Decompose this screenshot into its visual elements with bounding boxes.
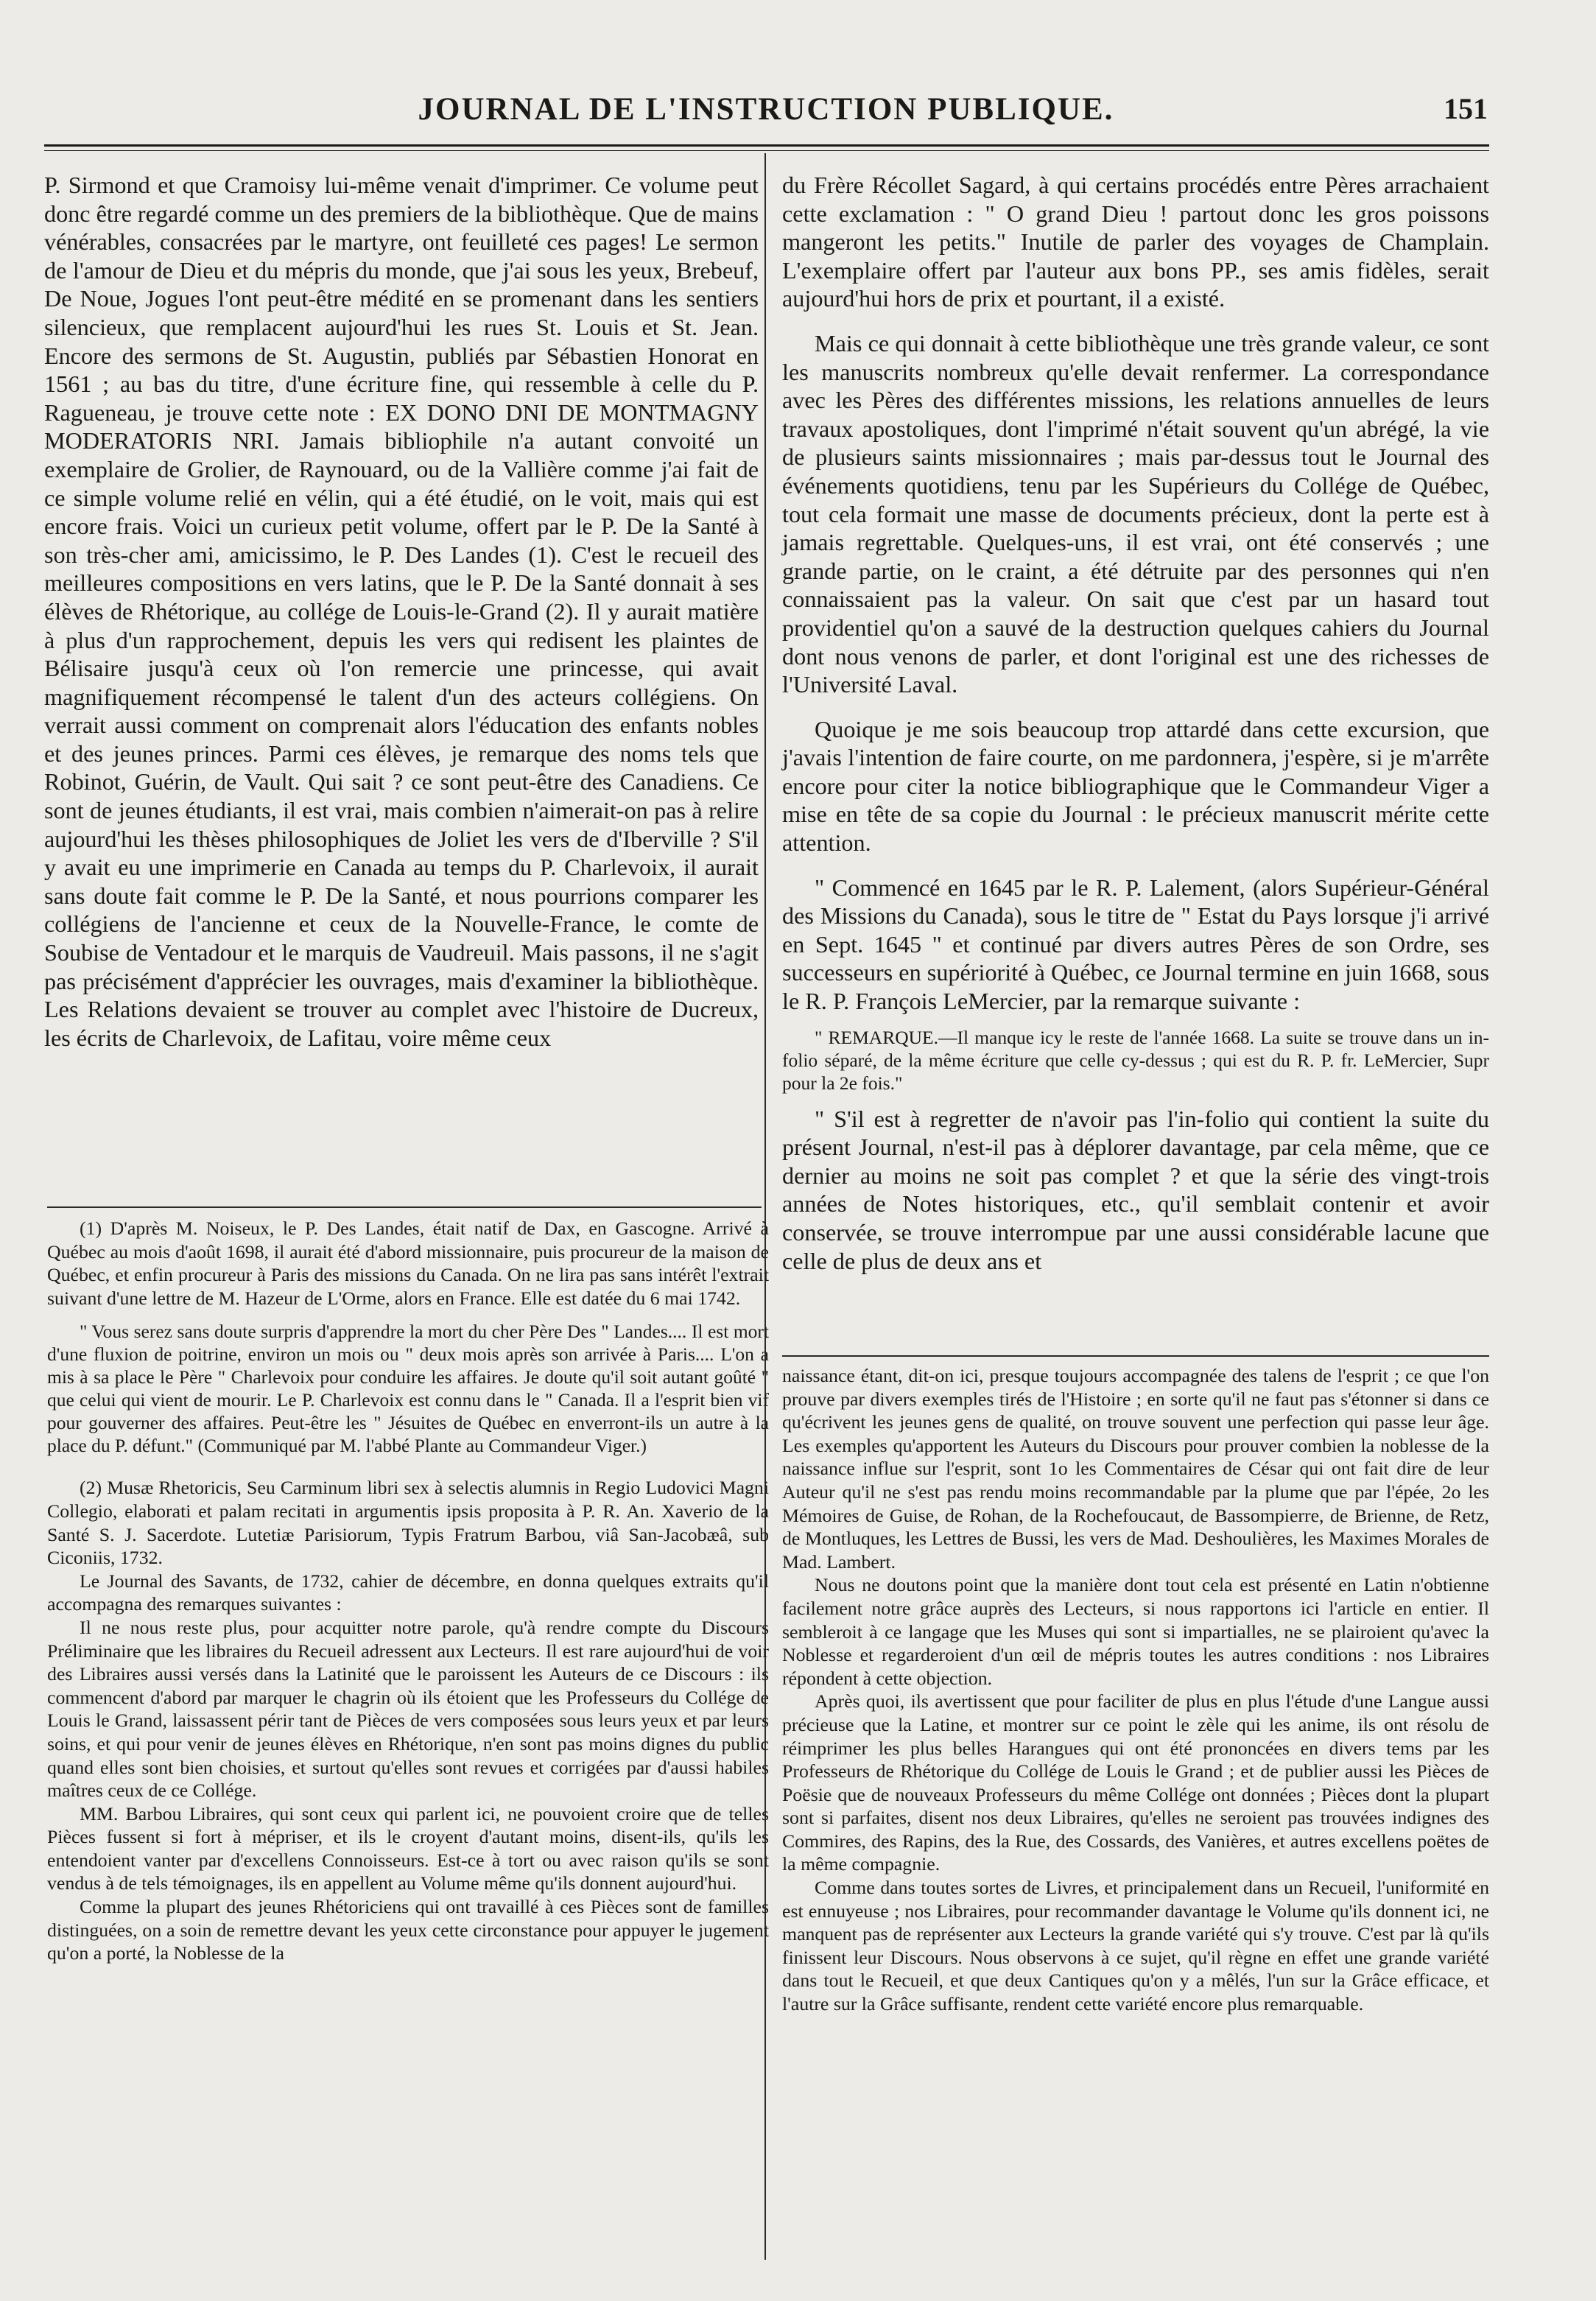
footnote-2-paragraph-4: Comme la plupart des jeunes Rhétoriciens qui ont travaillé à ces Pièces sont de familles distinguées, on a soin de remettre devant les yeux cette circonstance pour appuyer le jugement qu'on a porté, la Noblesse de la — [47, 1896, 769, 1964]
left-column-footnotes — [47, 1217, 769, 1965]
footnote-continuation-1: naissance étant, dit-on ici, presque toujours accompagnée des talens de l'esprit ; ce que l'on prouve par divers exemples tirés de l'Histoire ; en sorte qu'il ne faut pas s'étonner si dans ce qu'écrivent les jeunes gens de qualité, on trouve souvent une perfection qui passe leur âge. Les exemples qu'apportent les Auteurs du Discours pour prouver combien la noblesse de la naissance influe sur l'esprit, sont 1o les Commentaires de César qui ont fait dire de leur Auteur qu'il ne s'est pas rendu moins recommandable par la plume que par l'épée, 2o les Mémoires de Guise, de Rohan, de la Rochefoucaut, de Bassompierre, de Brienne, de Retz, de Montluques, les Lettres de Bussi, les vers de Mad. Deshoulières, les Maximes Morales de Mad. Lambert. — [782, 1365, 1489, 1573]
right-paragraph-3: Quoique je me sois beaucoup trop attardé dans cette excursion, que j'avais l'intention de faire courte, on me pardonnera, j'espère, si je m'arrête encore pour citer la notice bibliographique que le Commandeur Viger a mise en tête de sa copie du Journal : le précieux manuscrit mérite cette attention. — [782, 715, 1489, 857]
footnote-continuation-3: Après quoi, ils avertissent que pour faciliter de plus en plus l'étude d'une Langue aussi précieuse que la Latine, et montrer sur ce point le zèle qui les anime, ils ont résolu de réimprimer les plus belles Harangues qui ont été prononcées en divers tems par les Professeurs de Rhétorique du Collége de Louis le Grand ; et de publier aussi les Pièces de Poësie que de nouveaux Professeurs du même Collége ont données ; Pièces dont la plupart sont si parfaites, disent nos deux Libraires, qu'elles ne seroient pas trouvées indignes des Commires, des Rapins, des la Rue, des Cossards, des Vanières, et autres excellens poëtes de la même compagnie. — [782, 1690, 1489, 1875]
remarque-quote: " REMARQUE.—Il manque icy le reste de l'année 1668. La suite se trouve dans un in-folio séparé, de la même écriture que celle cy-dessus ; qui est du R. P. fr. LeMercier, Supr pour la 2e fois." — [782, 1026, 1489, 1094]
footnote-1-quote: " Vous serez sans doute surpris d'apprendre la mort du cher Père Des " Landes.... Il est mort d'une fluxion de poitrine, environ un mois ou " deux mois après son arrivée à Paris.... L'on a mis à sa place le Père " Charlevoix pour conduire les affaires. Je doute qu'il soit autant goûté " que celui qui vient de mourir. Le P. Charlevoix est connu dans le " Canada. Il a l'esprit bien vif pour gouverner des affaires. Peut-être les " Jésuites de Québec en enverront-ils un autre à la place du P. défunt." (Communiqué par M. l'abbé Plante au Commandeur Viger.) — [47, 1321, 769, 1457]
left-column-main — [44, 171, 759, 1052]
right-column-main — [782, 171, 1489, 1275]
footnote-1: (1) D'après M. Noiseux, le P. Des Landes, était natif de Dax, en Gascogne. Arrivé à Québec au mois d'août 1698, il aurait été d'abord missionnaire, puis procureur de la maison de Québec, et enfin procureur à Paris des missions du Canada. On ne lira pas sans intérêt l'extrait suivant d'une lettre de M. Hazeur de L'Orme, alors en France. Elle est datée du 6 mai 1742. — [47, 1218, 769, 1309]
page-header — [44, 87, 1488, 136]
footnotes-rule — [47, 1206, 762, 1208]
page-number: 151 — [1444, 92, 1488, 125]
footnote-2: (2) Musæ Rhetoricis, Seu Carminum libri sex à selectis alumnis in Regio Ludovici Magni Collegio, elaborati et palam recitati in argumentis ipsis proposita à P. R. An. Xaverio de la Santé S. J. Sacerdote. Lutetiæ Parisiorum, Typis Fratrum Barbou, viâ San-Jacobæâ, sub Ciconiis, 1732. — [47, 1477, 769, 1569]
footnote-2-paragraph-3: MM. Barbou Libraires, qui sont ceux qui parlent ici, ne pouvoient croire que de telles Pièces fussent si fort à mépriser, et ils le croyent d'autant moins, disent-ils, qu'ils les entendoient vanter par d'excellens Connoisseurs. Est-ce à tort ou avec raison qu'ils se sont vendus à de tels témoignages, ils en appellent au Volume même qu'ils donnent aujourd'hui. — [47, 1802, 769, 1894]
footnote-2-paragraph-1: Le Journal des Savants, de 1732, cahier de décembre, en donna quelques extraits qu'il accompagna des remarques suivantes : — [47, 1570, 769, 1615]
right-paragraph-2: Mais ce qui donnait à cette bibliothèque une très grande valeur, ce sont les manuscrits nombreux qu'elle devait renfermer. La correspondance avec les Pères des différentes missions, les relations annuelles de leurs travaux apostoliques, dont l'imprimé n'était souvent qu'un abrégé, la vie de plusieurs saints missionnaires ; mais par-dessus tout le Journal des événements quotidiens, tenu par les Supérieurs du Collége de Québec, tout cela formait une masse de documents précieux, dont la perte est à jamais regrettable. Quelques-uns, il est vrai, ont été conservés ; une grande partie, on le craint, a été détruite par des personnes qui n'en connaissaient pas la valeur. On sait que c'est par un hasard tout providentiel qu'on a sauvé de la destruction quelques cahiers du Journal dont nous venons de parler, et dont l'original est une des richesses de l'Université Laval. — [782, 329, 1489, 698]
header-rule-top — [44, 144, 1489, 147]
right-paragraph-4: " Commencé en 1645 par le R. P. Lalement, (alors Supérieur-Général des Missions du Canada), sous le titre de " Estat du Pays lorsque j'i arrivé en Sept. 1645 " et continué par divers autres Pères de son Ordre, ses successeurs en supériorité à Québec, ce Journal termine en juin 1668, sous le R. P. François LeMercier, par la remarque suivante : — [782, 874, 1489, 1015]
left-paragraph-1: P. Sirmond et que Cramoisy lui-même venait d'imprimer. Ce volume peut donc être regardé comme un des premiers de la bibliothèque. Que de mains vénérables, consacrées par le martyre, ont feuilleté ces pages! Le sermon de l'amour de Dieu et du mépris du monde, que j'ai sous les yeux, Brebeuf, De Noue, Jogues l'ont peut-être médité en se promenant dans les sentiers silencieux, que remplacent aujourd'hui les rues St. Louis et St. Jean. Encore des sermons de St. Augustin, publiés par Sébastien Honorat en 1561 ; au bas du titre, d'une écriture fine, qui ressemble à celle du P. Ragueneau, je trouve cette note : EX DONO DNI DE MONTMAGNY MODERATORIS NRI. Jamais bibliophile n'a autant convoité un exemplaire de Grolier, de Raynouard, ou de la Vallière comme j'ai fait de ce simple volume relié en vélin, qui a été étudié, on le voit, mais qui est encore frais. Voici un curieux petit volume, offert par le P. De la Santé à son très-cher ami, amicissimo, le P. Des Landes (1). C'est le recueil des meilleures compositions en vers latins, que le P. De la Santé donnait à ses élèves de Rhétorique, au collége de Louis-le-Grand (2). Il y aurait matière à plus d'un rapprochement, depuis les vers qui redisent les plaintes de Bélisaire jusqu'à ceux où l'on remercie une princesse, qui avait magnifiquement récompensé le talent d'un des acteurs collégiens. On verrait aussi comment on comprenait alors l'éducation des enfants nobles et des jeunes princes. Parmi ces élèves, je remarque des noms tels que Robinot, Guérin, de Vault. Qui sait ? ce sont peut-être des Canadiens. Ce sont de jeunes étudiants, il est vrai, mais combien n'aimerait-on pas à relire aujourd'hui les thèses philosophiques de Joliet les vers de d'Iberville ? S'il y avait eu une imprimerie en Canada au temps du P. Charlevoix, il aurait sans doute fait comme le P. De la Santé, et nous pourrions comparer les collégiens de l'ancienne et ceux de la Nouvelle-France, le comte de Soubise de Ventadour et le marquis de Vaudreuil. Mais passons, il ne s'agit pas précisément d'apprécier les ouvrages, mais d'examiner la bibliothèque. Les Relations devaient se trouver au complet avec l'histoire de Ducreux, les écrits de Charlevoix, de Lafitau, voire même ceux — [44, 172, 759, 1051]
footnote-continuation-4: Comme dans toutes sortes de Livres, et principalement dans un Recueil, l'uniformité en est ennuyeuse ; nos Libraires, pour recommander davantage le Volume qu'ils donnent ici, ne manquent pas de représenter aux Lecteurs la grande variété qui s'y trouve. C'est par là qu'ils finissent leur Discours. Nous observons à ce sujet, qu'il règne en effet une grande variété dans tout le Recueil, et que deux Cantiques qu'on y a mêlés, l'un sur la Grâce efficace, et l'autre sur la Grâce suffisante, rendent cette variété encore plus remarquable. — [782, 1877, 1489, 2015]
footnote-2-paragraph-2: Il ne nous reste plus, pour acquitter notre parole, qu'à rendre compte du Discours Préliminaire que les libraires du Recueil adressent aux Lecteurs. Il est rare aujourd'hui de voir des Libraires aussi versés dans la Latinité que le paroissent les Auteurs de ce Discours : ils commencent d'abord par marquer le chagrin où ils étoient que les Professeurs du Collége de Louis le Grand, laissassent périr tant de Pièces de vers composées sous leurs yeux et par leurs soins, et qui pour venir de jeunes élèves en Rhétorique, n'en sont pas moins dignes du public quand elles sont bien choisies, et surtout qu'elles sont revues et corrigées par d'aussi habiles maîtres ceux de ce Collége. — [47, 1616, 769, 1802]
header-rule-bottom — [44, 150, 1489, 151]
right-footnote-rule — [782, 1355, 1489, 1357]
right-paragraph-1: du Frère Récollet Sagard, à qui certains procédés entre Pères arrachaient cette exclamation : " O grand Dieu ! partout donc les gros poissons mangeront les petits." Inutile de parler des voyages de Champlain. L'exemplaire offert par l'auteur aux bons PP., ses amis fidèles, serait aujourd'hui hors de prix et pourtant, il a existé. — [782, 172, 1489, 312]
running-title: JOURNAL DE L'INSTRUCTION PUBLIQUE. — [418, 92, 1114, 127]
right-column-footnote-continuation — [782, 1364, 1489, 2016]
right-closing-paragraph: " S'il est à regretter de n'avoir pas l'in-folio qui contient la suite du présent Journal, n'est-il pas à déplorer davantage, par cela même, que ce dernier au moins ne soit pas complet ? et que la série des vingt-trois années de Notes historiques, etc., qu'il semblait contenir et avoir conservée, se trouve interrompue par une aussi considérable lacune que celle de plus de deux ans et — [782, 1105, 1489, 1274]
footnote-continuation-2: Nous ne doutons point que la manière dont tout cela est présenté en Latin n'obtienne facilement notre grâce auprès des Lecteurs, si nous rapportons ici l'article en entier. Il sembleroit à ce langage que les Muses qui sont si impartialles, ne se plairoient qu'avec la Noblesse et regarderoient d'un œil de mépris toutes les autres conditions : nos Libraires répondent à cette objection. — [782, 1574, 1489, 1689]
